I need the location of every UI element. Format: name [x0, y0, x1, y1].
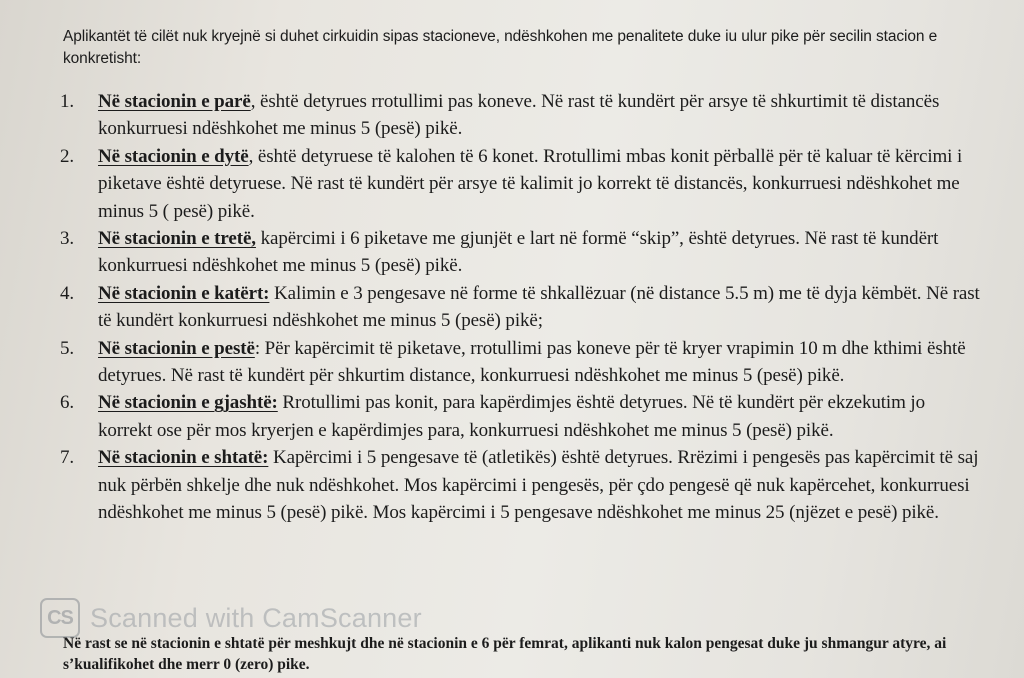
item-text: Rrotullimi pas konit, para kapërdimjes është detyrues. Në të kundërt për ekzekutim jo korrekt ose për mos kryerjen e kapërdimjes para, konkurruesi ndëshkohet me minus 5 (pesë) pikë.	[98, 392, 926, 441]
item-text: Kalimin e 3 pengesave në forme të shkallëzuar (në distance 5.5 m) me të dyja këmbët. Në rast të kundërt konkurruesi ndëshkohet me minus 5 (pesë) pikë;	[98, 282, 980, 332]
item-number: 7.	[60, 447, 75, 469]
list-item-7	[60, 444, 980, 526]
list-item-2	[60, 143, 980, 225]
intro-paragraph: Aplikantët të cilët nuk kryejnë si duhet cirkuidin sipas stacioneve, ndëshkohen me penalitete duke iu ulur pike për secilin stacion e konkretisht:	[63, 28, 938, 67]
list-item-3	[60, 225, 980, 280]
list-item-1	[60, 88, 980, 143]
list-item-6	[60, 389, 980, 444]
station-label: Në stacionin e tretë,	[98, 228, 256, 250]
item-text: Kapërcimi i 5 pengesave të (atletikës) është detyrues. Rrëzimi i pengesës pas kapërcimit të saj nuk përbën shkelje dhe nuk ndëshkohet. Mos kapërcimi i pengesës, për çdo pengesë që nuk kapërcehet, konkurruesi ndëshkohet me minus 5 (pesë) pikë. Mos kapërcimi i 5 pengesave ndëshkohet me minus 25 (njëzet e pesë) pikë.	[98, 447, 979, 524]
station-label: Në stacionin e pestë	[98, 337, 255, 359]
item-text: , është detyrues rrotullimi pas koneve. Në rast të kundërt për arsye të shkurtimit të distancës konkurruesi ndëshkohet me minus 5 (pesë) pikë.	[98, 91, 940, 140]
final-note: Në rast se në stacionin e shtatë për meshkujt dhe në stacionin e 6 për femrat, aplikanti nuk kalon pengesat duke ju shmangur atyre, ai s’kualifikohet dhe merr 0 (zero) pike.	[63, 635, 947, 673]
station-label: Në stacionin e dytë	[98, 145, 249, 167]
watermark-text: Scanned with CamScanner	[90, 602, 422, 633]
station-label: Në stacionin e parë	[98, 91, 251, 112]
penalty-list	[60, 88, 980, 527]
list-item-4	[60, 280, 980, 335]
item-number: 4.	[60, 282, 75, 304]
item-number: 1.	[60, 91, 75, 112]
station-label: Në stacionin e katërt:	[98, 282, 270, 304]
item-text: , është detyruese të kalohen të 6 konet. Rrotullimi mbas konit përballë për të kaluar të kërcimi i piketave është detyruese. Në rast të kundërt për arsye të kalimit jo korrekt të distancës, konkurruesi ndëshkohet me minus 5 ( pesë) pikë.	[98, 145, 963, 222]
camscanner-logo-icon: CS	[40, 598, 80, 638]
item-number: 3.	[60, 228, 75, 250]
list-item-5	[60, 335, 980, 390]
item-text: : Për kapërcimit të piketave, rrotullimi pas koneve për të kryer vrapimin 10 m dhe kthimi është detyrues. Në rast të kundërt për shkurtim distance, konkurruesi ndëshkohet me minus 5 (pesë) pikë.	[98, 337, 966, 387]
item-number: 6.	[60, 392, 75, 414]
station-label: Në stacionin e gjashtë:	[98, 392, 278, 414]
item-number: 2.	[60, 145, 75, 167]
station-label: Në stacionin e shtatë:	[98, 447, 269, 469]
item-number: 5.	[60, 337, 75, 359]
item-text: kapërcimi i 6 piketave me gjunjët e lart në formë “skip”, është detyrues. Në rast të kundërt konkurruesi ndëshkohet me minus 5 (pesë) pikë.	[98, 228, 939, 277]
